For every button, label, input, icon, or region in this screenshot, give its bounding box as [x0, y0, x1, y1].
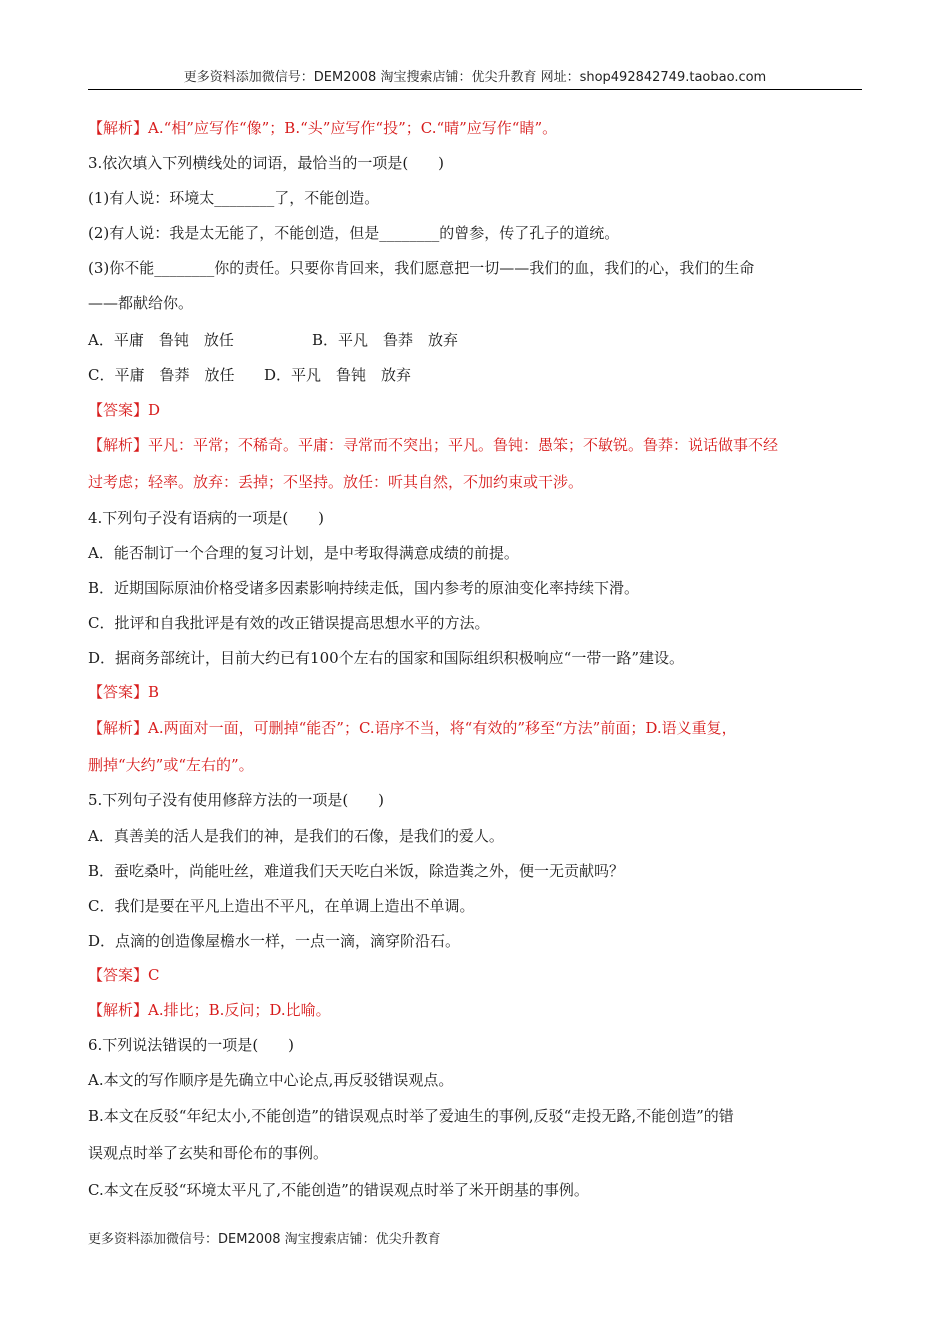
q3-option-b: B．平凡 鲁莽 放弃: [312, 331, 459, 349]
q4-stem: 4.下列句子没有语病的一项是( ): [88, 509, 325, 527]
q4-option-b: B．近期国际原油价格受诸多因素影响持续走低，国内参考的原油变化率持续下滑。: [88, 579, 640, 597]
answer-label: 【答案】: [88, 683, 149, 701]
q3-stem: 3.依次填入下列横线处的词语，最恰当的一项是( ): [88, 154, 445, 172]
q5-analysis-text: A.排比；B.反问；D.比喻。: [148, 1001, 331, 1019]
q5-option-d: D．点滴的创造像屋檐水一样，一点一滴，滴穿阶沿石。: [88, 932, 461, 950]
q4-analysis-1: [88, 718, 737, 738]
q5-option-a: A．真善美的活人是我们的神，是我们的石像，是我们的爱人。: [88, 827, 504, 845]
q6-option-a: A.本文的写作顺序是先确立中心论点,再反驳错误观点。: [88, 1071, 454, 1089]
q6-option-b-2: 误观点时举了玄奘和哥伦布的事例。: [88, 1144, 329, 1162]
q3-option-c: C．平庸 鲁莽 放任: [88, 366, 235, 384]
q5-analysis: [88, 1000, 331, 1020]
q3-options-row-1: [88, 330, 458, 350]
q6-stem: 6.下列说法错误的一项是( ): [88, 1036, 295, 1054]
q5-option-b: B．蚕吃桑叶，尚能吐丝，难道我们天天吃白米饭，除造粪之外，便一无贡献吗？: [88, 862, 625, 880]
q5-option-c: C．我们是要在平凡上造出不平凡，在单调上造出不单调。: [88, 897, 475, 915]
q3-answer-value: D: [148, 401, 161, 419]
page-header: 更多资料添加微信号：DEM2008 淘宝搜索店铺：优尖升教育 网址：shop492842749.taobao.com: [88, 66, 862, 90]
q4-answer: [88, 682, 159, 702]
q3-sentence-3a: (3)你不能________你的责任。只要你肯回来，我们愿意把一切——我们的血，我们的心，我们的生命: [88, 259, 755, 277]
page-footer: 更多资料添加微信号：DEM2008 淘宝搜索店铺：优尖升教育: [88, 1232, 441, 1247]
q3-analysis-text-1: 平凡：平常；不稀奇。平庸：寻常而不突出；平凡。鲁钝：愚笨；不敏锐。鲁莽：说话做事不经: [148, 436, 779, 454]
q3-options-row-2: [88, 365, 411, 385]
q4-option-a: A．能否制订一个合理的复习计划，是中考取得满意成绩的前提。: [88, 544, 519, 562]
q4-answer-value: B: [148, 683, 160, 701]
q3-analysis-2: 过考虑；轻率。放弃：丢掉；不坚持。放任：听其自然，不加约束或干涉。: [88, 473, 584, 491]
q6-option-c: C.本文在反驳“环境太平凡了,不能创造”的错误观点时举了米开朗基的事例。: [88, 1181, 589, 1199]
q3-sentence-3b: ——都献给你。: [88, 294, 194, 312]
answer-label: 【答案】: [88, 966, 149, 984]
q6-option-b-1: B.本文在反驳“年纪太小,不能创造”的错误观点时举了爱迪生的事例,反驳“走投无路,不能创造”的错: [88, 1107, 734, 1125]
q4-analysis-2: 删掉“大约”或“左右的”。: [88, 756, 254, 774]
q5-answer-value: C: [148, 966, 160, 984]
q5-stem: 5.下列句子没有使用修辞方法的一项是( ): [88, 791, 385, 809]
analysis-label: 【解析】: [88, 436, 149, 454]
q3-sentence-1: (1)有人说：环境太________了，不能创造。: [88, 189, 380, 207]
q3-option-d: D．平凡 鲁钝 放弃: [264, 366, 412, 384]
analysis-label: 【解析】: [88, 719, 149, 737]
q2-analysis: [88, 118, 557, 138]
q4-analysis-text-1: A.两面对一面，可删掉“能否”；C.语序不当，将“有效的”移至“方法”前面；D.语义重复，: [148, 719, 737, 737]
q2-analysis-text: A.“相”应写作“像”；B.“头”应写作“投”；C.“晴”应写作“睛”。: [148, 119, 558, 137]
q3-sentence-2: (2)有人说：我是太无能了，不能创造，但是________的曾参，传了孔子的道统。: [88, 224, 620, 242]
q3-analysis-1: [88, 435, 778, 455]
answer-label: 【答案】: [88, 401, 149, 419]
q3-answer: [88, 400, 160, 420]
analysis-label: 【解析】: [88, 119, 149, 137]
q4-option-c: C．批评和自我批评是有效的改正错误提高思想水平的方法。: [88, 614, 490, 632]
q3-option-a: A．平庸 鲁钝 放任: [88, 331, 234, 349]
q5-answer: [88, 965, 160, 985]
q4-option-d: D．据商务部统计，目前大约已有100个左右的国家和国际组织积极响应“一带一路”建设。: [88, 649, 684, 667]
analysis-label: 【解析】: [88, 1001, 149, 1019]
